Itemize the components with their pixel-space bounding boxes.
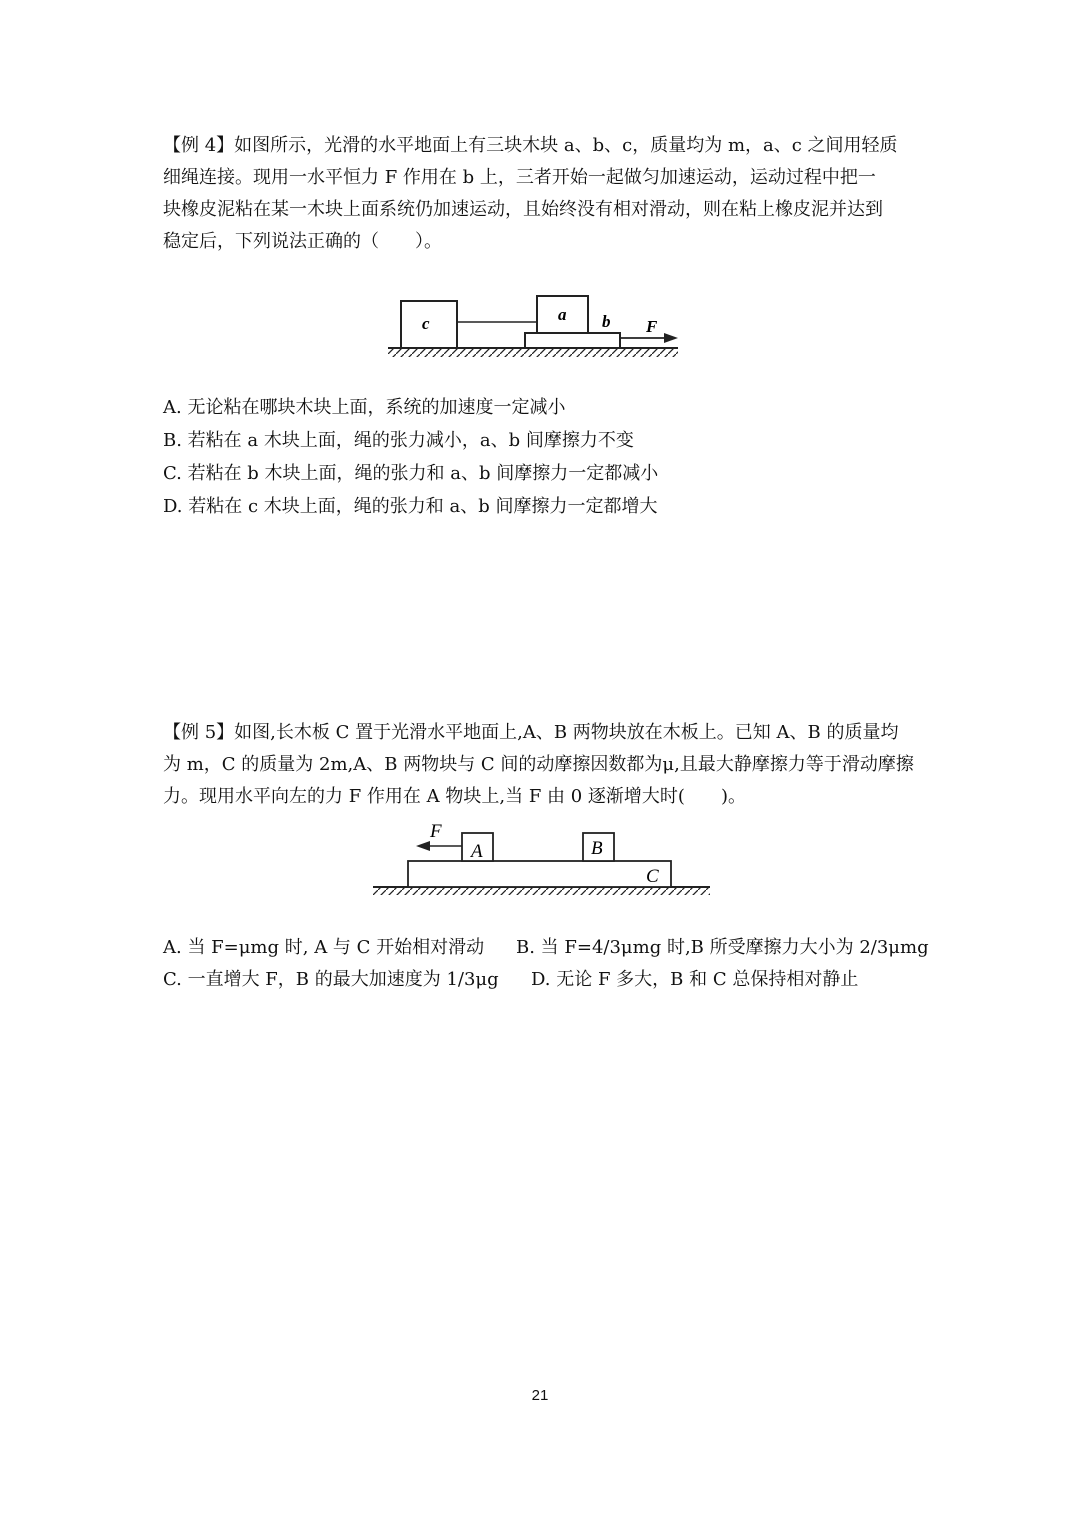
label-C: C (646, 866, 659, 887)
label-B: B (591, 838, 603, 859)
example4-options (163, 391, 658, 523)
ground-hatch (388, 349, 678, 357)
label-F: F (430, 821, 442, 842)
example5-question (163, 717, 919, 813)
example4-option-b: B. 若粘在 a 木块上面，绳的张力减小，a、b 间摩擦力不变 (163, 430, 634, 451)
block-b (525, 333, 620, 348)
ground-hatch (373, 888, 710, 895)
page-number: 21 (531, 1387, 549, 1404)
example4-option-c: C. 若粘在 b 木块上面，绳的张力和 a、b 间摩擦力一定都减小 (163, 463, 659, 484)
example5-option-a: A. 当 F=μmg 时, A 与 C 开始相对滑动 (163, 937, 485, 958)
board-C (408, 861, 671, 887)
force-arrow-head (664, 333, 678, 343)
example5-line-2: 为 m，C 的质量为 2m,A、B 两物块与 C 间的动摩擦因数都为μ,且最大静摩擦力等于滑动摩擦 (163, 754, 914, 775)
label-A: A (471, 841, 483, 862)
example5-line-1: 【例 5】如图,长木板 C 置于光滑水平地面上,A、B 两物块放在木板上。已知 A、B 的质量均 (163, 722, 899, 743)
example5-line-3: 力。现用水平向左的力 F 作用在 A 物块上,当 F 由 0 逐渐增大时( )。 (163, 786, 746, 807)
example5-option-c: C. 一直增大 F，B 的最大加速度为 1/3μg (163, 969, 499, 990)
label-c: c (422, 314, 430, 333)
example4-line-4: 稳定后，下列说法正确的（ ）。 (163, 231, 442, 252)
label-F: F (646, 317, 658, 336)
example4-option-a: A. 无论粘在哪块木块上面，系统的加速度一定减小 (163, 397, 566, 418)
label-b: b (602, 312, 611, 331)
example5-figure (370, 818, 715, 898)
force-arrow-head (416, 841, 430, 851)
example4-line-1: 【例 4】如图所示，光滑的水平地面上有三块木块 a、b、c，质量均为 m，a、c 之间用轻质 (163, 135, 898, 156)
example4-question (163, 130, 919, 258)
example5-option-b: B. 当 F=4/3μmg 时,B 所受摩擦力大小为 2/3μmg (516, 937, 929, 958)
example5-option-d: D. 无论 F 多大，B 和 C 总保持相对静止 (531, 969, 859, 990)
label-a: a (558, 305, 567, 324)
example4-line-3: 块橡皮泥粘在某一木块上面系统仍加速运动，且始终没有相对滑动，则在粘上橡皮泥并达到 (163, 199, 883, 220)
example4-line-2: 细绳连接。现用一水平恒力 F 作用在 b 上，三者开始一起做匀加速运动，运动过程中把一 (163, 167, 876, 188)
example4-option-d: D. 若粘在 c 木块上面，绳的张力和 a、b 间摩擦力一定都增大 (163, 496, 658, 517)
example4-figure (380, 290, 690, 360)
